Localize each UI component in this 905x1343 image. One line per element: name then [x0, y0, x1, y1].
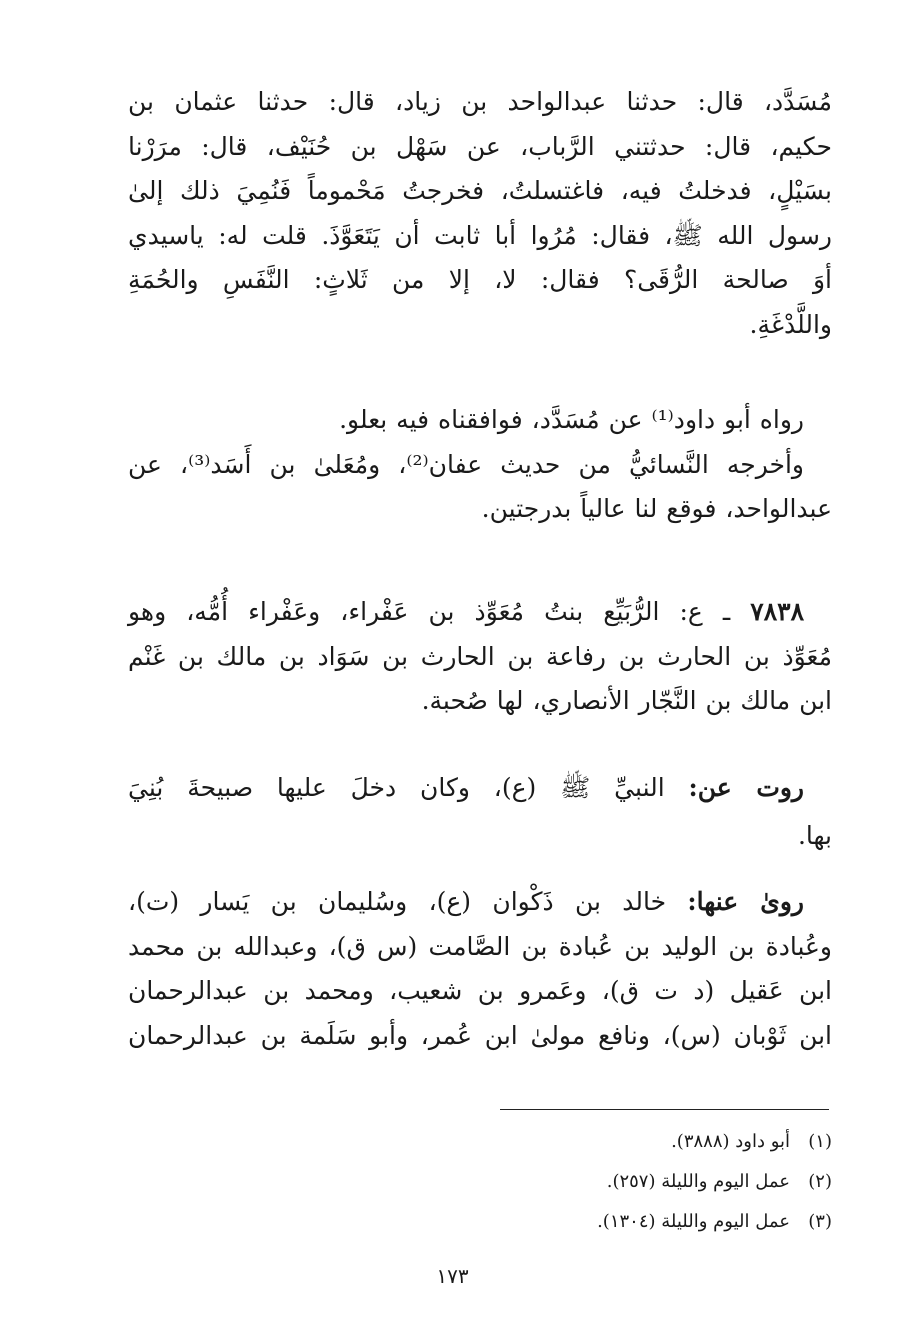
- text-line: عبدالواحد، فوقع لنا عالياً بدرجتين.: [481, 494, 832, 523]
- text-line: رسول الله ﷺ، فقال: مُرُوا أبا ثابت أن يَتَعَوَّذَ. قلت له: ياسيدي: [128, 220, 832, 250]
- hadith-text-block: [128, 80, 832, 347]
- footnote: [597, 1210, 832, 1234]
- footnote-text: عمل اليوم والليلة (١٣٠٤).: [597, 1211, 790, 1232]
- text-line: خالد بن ذَكْوان (ع)، وسُليمان بن يَسار (ت)،: [128, 887, 688, 916]
- text-line: مُعَوِّذ بن الحارث بن رفاعة بن الحارث بن سَوَاد بن مالك بن غَنْم: [128, 641, 832, 671]
- footnote-separator: [500, 1109, 829, 1110]
- entry-first-line: [128, 590, 832, 635]
- text-line: أوَ صالحة الرُّقَى؟ فقال: لا، إلا من ثَلاثٍ: النَّفَسِ والحُمَةِ: [128, 265, 832, 294]
- text-line: ابن عَقيل (د ت ق)، وعَمرو بن شعيب، ومحمد بن عبدالرحمان: [128, 976, 832, 1005]
- text-line: ابن مالك بن النَّجّار الأنصاري، لها صُحبة.: [421, 686, 832, 715]
- text-line: ـ ع: الرُّبَيِّع بنتُ مُعَوِّذ بن عَفْراء، وعَفْراء أُمُّه، وهو: [128, 597, 731, 626]
- footnote-text: عمل اليوم والليلة (٢٥٧).: [606, 1171, 790, 1192]
- text-line: النبيِّ ﷺ (ع)، وكان دخلَ عليها صبيحةَ بُنِيَ: [128, 773, 689, 802]
- biography-entry: [128, 590, 832, 724]
- text-line: حكيم، قال: حدثتني الرَّباب، عن سَهْل بن حُنَيْف، قال: مرَرْنا: [128, 131, 832, 161]
- footnote: [607, 1170, 832, 1194]
- footnote-number: (٣): [808, 1211, 832, 1232]
- page-number: ١٧٣: [436, 1264, 469, 1288]
- footnote-text: أبو داود (٣٨٨٨).: [671, 1131, 790, 1152]
- section-first-line: [128, 764, 832, 812]
- footnote-number: (١): [808, 1131, 832, 1152]
- text-line: رواه أبو داود⁽¹⁾ عن مُسَدَّد، فوافقناه فيه بعلو.: [339, 405, 804, 434]
- takhrij-block: [128, 398, 832, 532]
- footnote-number: (٢): [808, 1171, 832, 1192]
- text-line: بسَيْلٍ، فدخلتُ فيه، فاغتسلتُ، فخرجتُ مَحْموماً فَنُمِيَ ذلك إلىٰ: [128, 176, 832, 205]
- section-label: روت عن:: [688, 773, 804, 802]
- text-line: بها.: [797, 821, 832, 850]
- text-line: واللَّدْغَةِ.: [749, 309, 832, 339]
- section-label: روىٰ عنها:: [687, 887, 804, 916]
- text-line: وعُبادة بن الوليد بن عُبادة بن الصَّامت (س ق)، وعبدالله بن محمد: [128, 931, 832, 961]
- text-line: مُسَدَّد، قال: حدثنا عبدالواحد بن زياد، قال: حدثنا عثمان بن: [128, 87, 832, 116]
- footnote: [671, 1130, 832, 1154]
- narrated-from-section: [128, 764, 832, 860]
- section-first-line: [128, 880, 832, 925]
- entry-number: ٧٨٣٨: [750, 597, 804, 626]
- text-line: وأخرجه النَّسائيُّ من حديث عفان⁽²⁾، ومُعَلىٰ بن أَسَد⁽³⁾، عن: [128, 449, 804, 479]
- text-line: ابن ثَوْبان (س)، ونافع مولىٰ ابن عُمر، وأبو سَلَمة بن عبدالرحمان: [128, 1020, 832, 1050]
- narrated-by-section: [128, 880, 832, 1058]
